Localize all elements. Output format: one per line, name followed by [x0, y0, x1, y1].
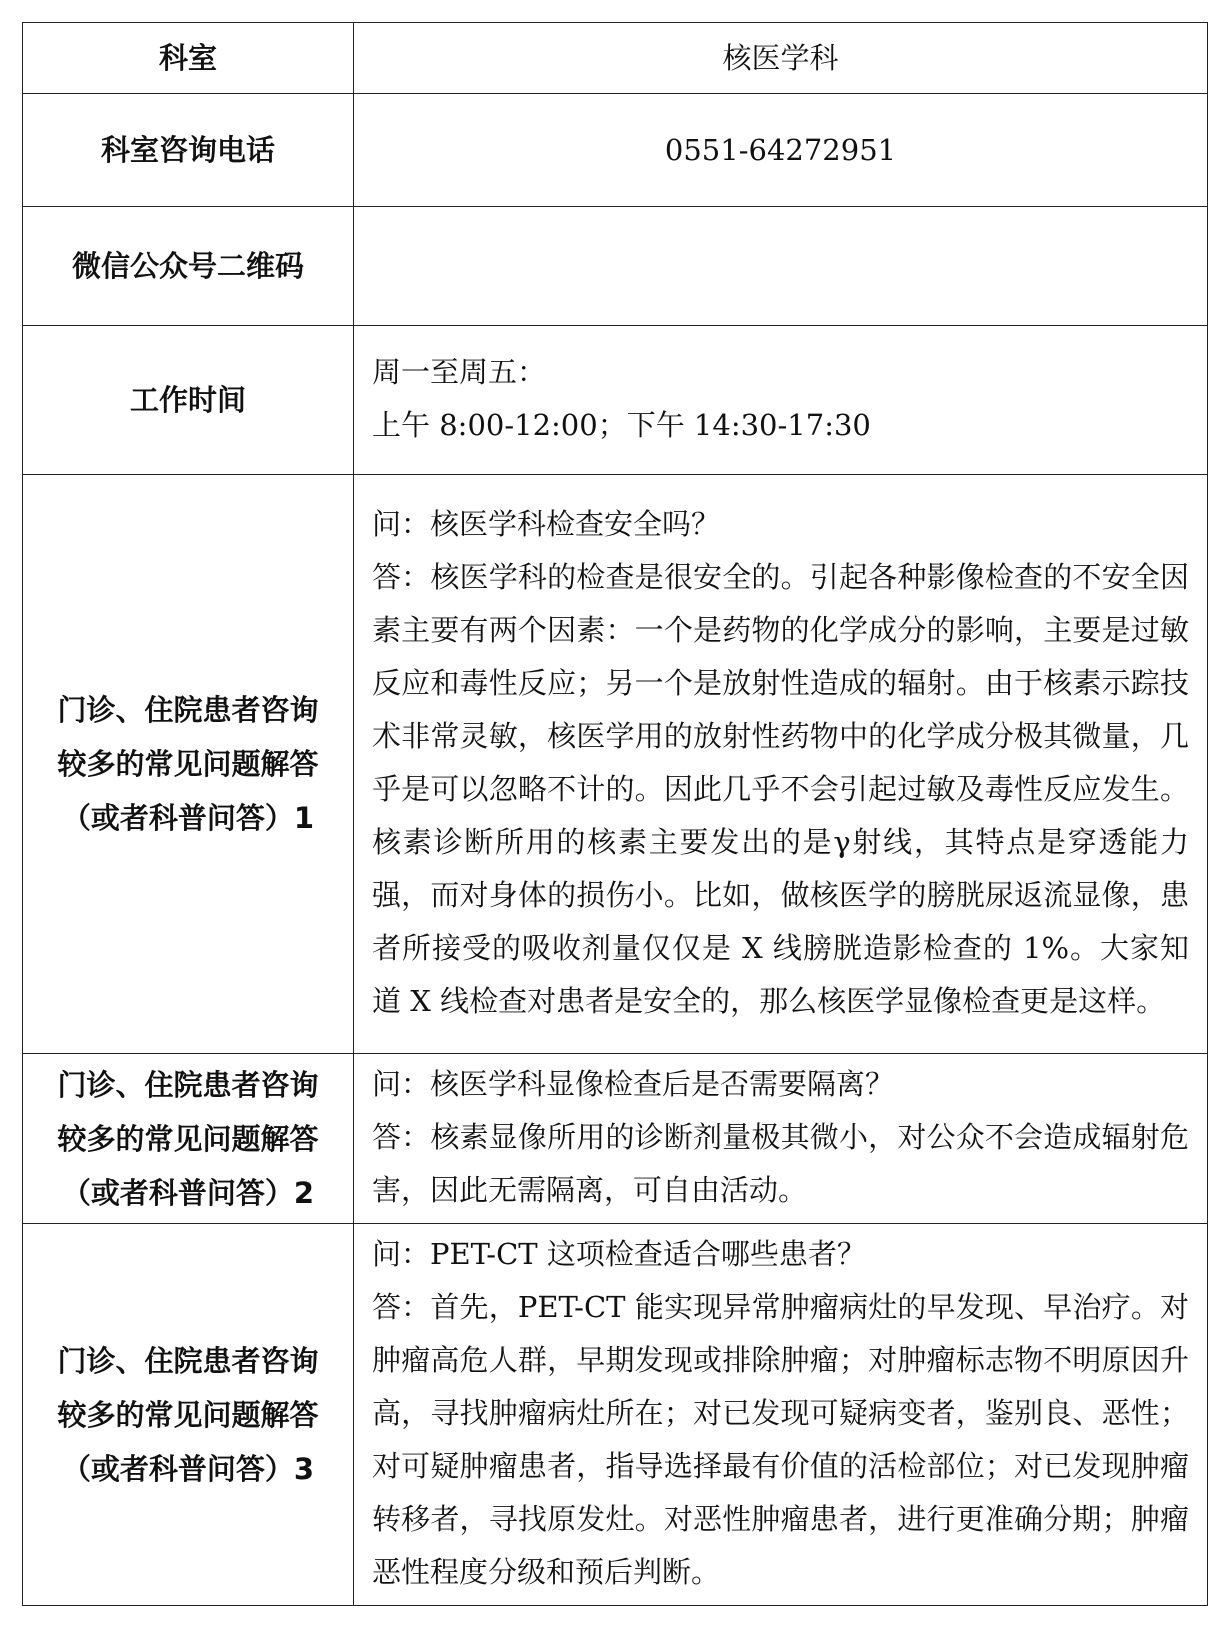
faq-2-label-line-2: 较多的常见问题解答: [57, 1121, 319, 1156]
faq-1-label: [23, 475, 354, 1054]
faq-1-content: [354, 475, 1208, 1054]
faq-2-label-line-1: 门诊、住院患者咨询: [57, 1067, 319, 1102]
hours-value: [354, 326, 1208, 475]
faq-2-label-line-3: （或者科普问答）2: [61, 1175, 315, 1210]
phone-value: 0551-64272951: [354, 94, 1208, 207]
faq-3-label: [23, 1224, 354, 1606]
faq-3-label-line-1: 门诊、住院患者咨询: [57, 1343, 319, 1378]
faq-2-answer: 答：核素显像所用的诊断剂量极其微小，对公众不会造成辐射危害，因此无需隔离，可自由活动。: [372, 1120, 1189, 1207]
department-value: 核医学科: [354, 23, 1208, 94]
row-phone: [23, 94, 1208, 207]
faq-3-question: 问：PET-CT 这项检查适合哪些患者？: [372, 1237, 866, 1271]
faq-1-label-line-1: 门诊、住院患者咨询: [57, 693, 319, 727]
faq-2-label: [23, 1054, 354, 1224]
faq-2-question: 问：核医学科显像检查后是否需要隔离？: [372, 1067, 895, 1101]
phone-label: 科室咨询电话: [23, 94, 354, 207]
faq-3-label-line-2: 较多的常见问题解答: [57, 1397, 319, 1432]
faq-1-label-line-2: 较多的常见问题解答: [57, 747, 319, 781]
row-faq-3: [23, 1224, 1208, 1606]
hours-days: 周一至周五：: [372, 355, 547, 389]
faq-3-label-line-3: （或者科普问答）3: [61, 1451, 315, 1486]
row-faq-2: [23, 1054, 1208, 1224]
department-info-table: [22, 22, 1208, 1606]
department-label: 科室: [23, 23, 354, 94]
hours-label: 工作时间: [23, 326, 354, 475]
row-wechat: [23, 207, 1208, 326]
faq-1-answer: 答：核医学科的检查是很安全的。引起各种影像检查的不安全因素主要有两个因素：一个是药物的化学成分的影响，主要是过敏反应和毒性反应；另一个是放射性造成的辐射。由于核素示踪技术非常灵敏，核医学用的放射性药物中的化学成分极其微量，几乎是可以忽略不计的。因此几乎不会引起过敏及毒性反应发生。核素诊断所用的核素主要发出的是γ射线，其特点是穿透能力强，而对身体的损伤小。比如，做核医学的膀胱尿返流显像，患者所接受的吸收剂量仅仅是 X 线膀胱造影检查的 1%。大家知道 X 线检查对患者是安全的，那么核医学显像检查更是这样。: [372, 560, 1189, 1018]
wechat-qr-cell: [354, 207, 1208, 326]
faq-1-label-line-3: （或者科普问答）1: [61, 801, 315, 835]
row-faq-1: [23, 475, 1208, 1054]
faq-3-content: [354, 1224, 1208, 1606]
row-hours: [23, 326, 1208, 475]
faq-2-content: [354, 1054, 1208, 1224]
row-department: [23, 23, 1208, 94]
faq-1-question: 问：核医学科检查安全吗？: [372, 507, 721, 541]
faq-3-answer: 答：首先，PET-CT 能实现异常肿瘤病灶的早发现、早治疗。对肿瘤高危人群，早期发现或排除肿瘤；对肿瘤标志物不明原因升高，寻找肿瘤病灶所在；对已发现可疑病变者，鉴别良、恶性；对可疑肿瘤患者，指导选择最有价值的活检部位；对已发现肿瘤转移者，寻找原发灶。对恶性肿瘤患者，进行更准确分期；肿瘤恶性程度分级和预后判断。: [372, 1290, 1189, 1589]
hours-times: 上午 8:00-12:00；下午 14:30-17:30: [372, 408, 871, 442]
wechat-qr-label: 微信公众号二维码: [23, 207, 354, 326]
